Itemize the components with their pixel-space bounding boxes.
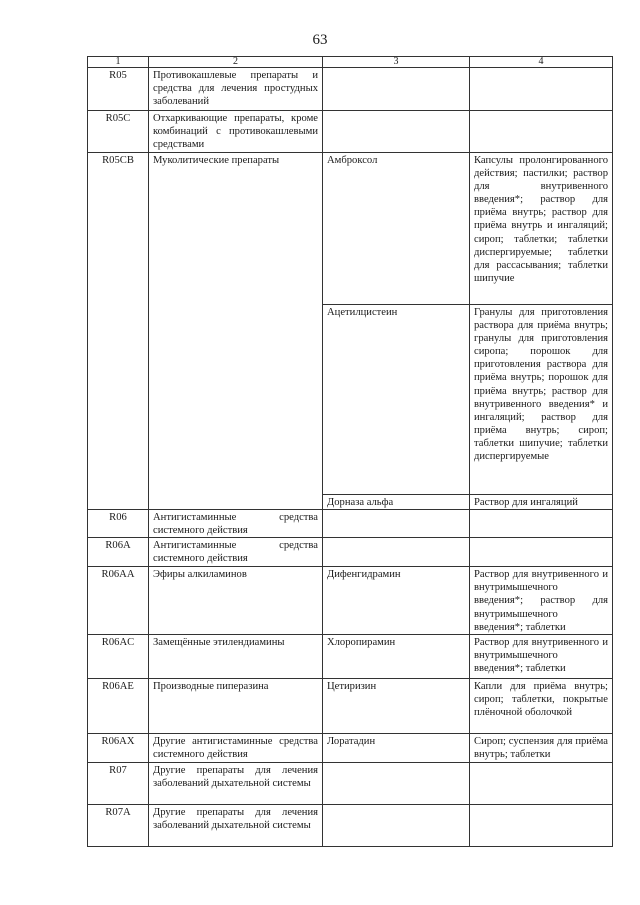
atc-code: R07A [88, 805, 149, 847]
table-header-row [88, 57, 613, 68]
table-row [88, 68, 613, 111]
group-name: Противокашлевые препараты и средства для лечения простудных заболеваний [149, 68, 323, 111]
dosage-forms: Раствор для ингаляций [470, 495, 613, 510]
group-name: Эфиры алкиламинов [149, 567, 323, 635]
drug-name: Хлоропирамин [323, 635, 470, 679]
dosage-forms [470, 805, 613, 847]
atc-code: R06A [88, 538, 149, 567]
drug-name [323, 510, 470, 538]
atc-code: R06AX [88, 734, 149, 763]
table-row [88, 538, 613, 567]
drug-name: Дорназа альфа [323, 495, 470, 510]
drug-name: Цетиризин [323, 679, 470, 734]
atc-code: R05C [88, 111, 149, 153]
dosage-forms: Раствор для внутривенного и внутримышечного введения*; раствор для внутримышечного введения*; таблетки [470, 567, 613, 635]
atc-code: R06AA [88, 567, 149, 635]
drug-name [323, 538, 470, 567]
dosage-forms [470, 510, 613, 538]
atc-code: R06AE [88, 679, 149, 734]
drug-name [323, 763, 470, 805]
dosage-forms: Раствор для внутривенного и внутримышечного введения*; таблетки [470, 635, 613, 679]
atc-code: R07 [88, 763, 149, 805]
table-row [88, 805, 613, 847]
table-row [88, 763, 613, 805]
group-name: Другие препараты для лечения заболеваний дыхательной системы [149, 763, 323, 805]
dosage-forms: Сироп; суспензия для приёма внутрь; таблетки [470, 734, 613, 763]
page-number: 63 [312, 32, 328, 48]
column-header: 3 [323, 57, 470, 68]
group-name: Производные пиперазина [149, 679, 323, 734]
table-row [88, 567, 613, 635]
drug-name [323, 68, 470, 111]
dosage-forms [470, 111, 613, 153]
table-row [88, 734, 613, 763]
group-name: Другие препараты для лечения заболеваний дыхательной системы [149, 805, 323, 847]
table-row [88, 153, 613, 305]
group-name: Замещённые этилендиамины [149, 635, 323, 679]
drug-name: Дифенгидрамин [323, 567, 470, 635]
dosage-forms: Капли для приёма внутрь; сироп; таблетки, покрытые плёночной оболочкой [470, 679, 613, 734]
table-row [88, 635, 613, 679]
group-name: Антигистаминные средства системного действия [149, 510, 323, 538]
drug-name [323, 111, 470, 153]
dosage-forms [470, 538, 613, 567]
table-row [88, 111, 613, 153]
dosage-forms [470, 763, 613, 805]
dosage-forms: Гранулы для приготовления раствора для приёма внутрь; гранулы для приготовления сиропа; порошок для приготовления раствора для приёма внутрь; порошок для приёма внутрь; раствор для внутривенного введения* и ингаляций; раствор для приёма внутрь; сироп; таблетки шипучие; таблетки диспергируемые [470, 305, 613, 495]
drug-name: Ацетилцистеин [323, 305, 470, 495]
drug-name: Амброксол [323, 153, 470, 305]
column-header: 1 [88, 57, 149, 68]
atc-code: R05 [88, 68, 149, 111]
dosage-forms [470, 68, 613, 111]
atc-code: R06AC [88, 635, 149, 679]
table-row [88, 679, 613, 734]
drug-table [87, 56, 613, 847]
column-header: 4 [470, 57, 613, 68]
group-name: Другие антигистаминные средства системного действия [149, 734, 323, 763]
column-header: 2 [149, 57, 323, 68]
atc-code: R05CB [88, 153, 149, 510]
group-name: Антигистаминные средства системного действия [149, 538, 323, 567]
table-row [88, 510, 613, 538]
dosage-forms: Капсулы пролонгированного действия; пастилки; раствор для внутривенного введения*; раствор для приёма внутрь; раствор для приёма внутрь и ингаляций; сироп; таблетки; таблетки диспергируемые; таблетки для рассасывания; таблетки шипучие [470, 153, 613, 305]
drug-name: Лоратадин [323, 734, 470, 763]
group-name: Муколитические препараты [149, 153, 323, 510]
drug-name [323, 805, 470, 847]
atc-code: R06 [88, 510, 149, 538]
group-name: Отхаркивающие препараты, кроме комбинаций с противокашлевыми средствами [149, 111, 323, 153]
